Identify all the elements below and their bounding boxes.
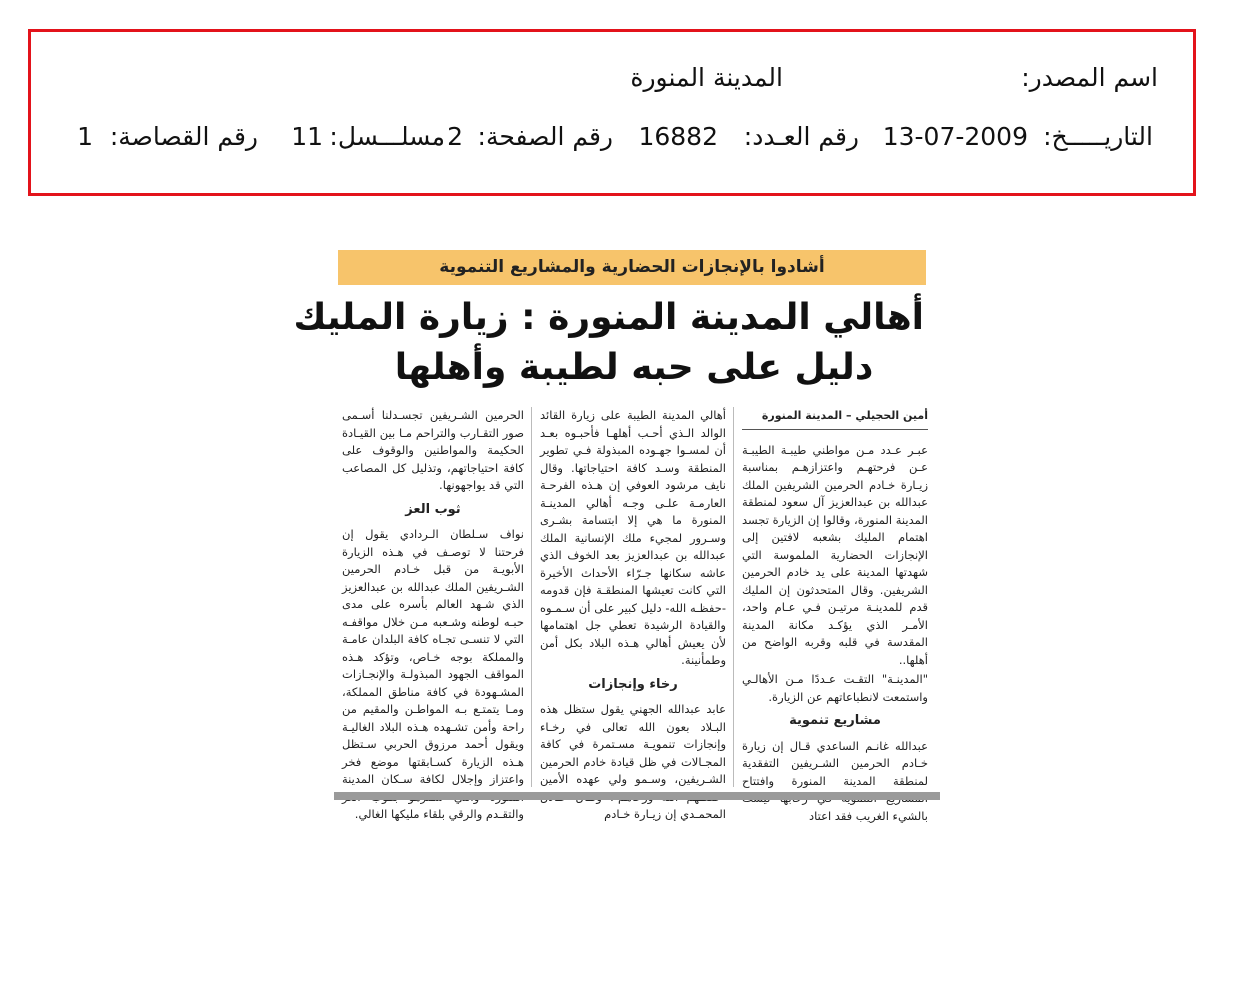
article-column-3 — [342, 407, 524, 826]
column-2-paragraph: أهالي المدينة الطيبة على زيارة القائد الوالد الـذي أحـب أهلهـا فأحبـوه بعـد أن لمسـوا جهـوده المبذولة فـي تطوير المنطقة وسـد كافة احتياجاتها. وقال نايف مرشود العوفي إن هـذه الفرحـة العارمـة علـى وجـه أهالي المدينـة المنورة ما هي إلا ابتسامة بشـرى وسـرور لمجيء ملك الإنسانية الملك عبدالله بن عبدالعزيز بعد الخوف الذي عاشه سكانها جـرّاء الأحداث الأخيرة التي كانت تعيشها المنطقـة فإن قدومه -حفظـه الله- دليل كبير على أن سـمـوه والقيادة الرشيدة تعطي جل اهتمامها لأن يعيش أهالي هـذه البلاد بكل أمن وطمأنينة. — [540, 408, 726, 667]
subheading: مشاريع تنموية — [789, 713, 881, 728]
source-label: اسم المصدر: — [1021, 63, 1158, 92]
serial-value: 11 — [291, 122, 323, 151]
column-divider — [733, 407, 734, 787]
column-2-paragraph: عابد عبدالله الجهني يقول ستظل هذه البـلاد بعون الله تعالى في رخـاء وإنجازات تنمويـة مسـتمرة في كافة المجـالات في ظل قيادة خادم الحرمين الشـريفين، وسـمو ولي عهده الأمين المحمـدي إن زيـارة خـادم — [540, 702, 726, 821]
column-3-paragraph: نواف سـلطان الـردادي يقول إن فرحتنا لا توصـف في هـذه الزيارة الأبويـة من قبل خـادم الحرمين الشـريفين الملك عبدالله بن عبدالعزيز الذي شـهد العالم بأسره على مدى حبـه لوطنه وشـعبه مـن خلال مواقفـه التي لا تنسـى تجـاه كافة البلدان عامـة والمملكة بوجه خـاص، وتؤكد هـذه المواقف الجهود المبذولـة والإنجـازات المشـهودة في كافة مناطق المملكة، ومـا يتمتـع بـه المواطـن والمقيم من راحة وأمن تشـهده هـذه البلاد الغاليـة ويقول أحمد مرزوق الحربي سـتظل هـذه الزيارة كسـابقتها موضع فخر واعتزاز وإجلال لكافة سـكان المدينة والتقـدم والرقي بلقاء مليكها الغالي. — [342, 527, 524, 821]
article-column-2 — [540, 407, 726, 826]
document-metadata-box — [28, 29, 1196, 196]
clipping-bottom-bar — [334, 792, 940, 800]
date-label: التاريـــــخ: — [1043, 122, 1153, 151]
article-column-1 — [742, 407, 928, 827]
newspaper-clipping — [293, 247, 940, 823]
issue-value: 16882 — [638, 122, 718, 151]
subheading: رخاء وإنجازات — [588, 676, 678, 692]
article-kicker: أشادوا بالإنجازات الحضارية والمشاريع التنموية — [338, 250, 926, 285]
clip-value: 1 — [77, 122, 93, 151]
column-1-paragraph: عبـر عـدد مـن مواطني طيبـة الطيبـة عـن فرحتهـم واعتزازهـم بمناسبة زيـارة خـادم الحرمين الشريفين الملك عبدالله بن عبدالعزيز آل سعود لمنطقة المدينة المنورة، وقالوا إن الزيارة تجسد اهتمام المليك بشعبه لافتين إلى الإنجازات الحضارية الملموسة التي شهدتها المدينة على يد خادم الحرمين الشريفين. وقال المتحدثون إن المليك قدم للمدينـة مرتيـن فـي عـام واحد، الأمـر الذي يؤكـد مكانة المدينة المقدسة في قلبه وقربه الواضح من أهلها.. — [742, 442, 928, 667]
headline-line-2: دليل على حبه لطيبة وأهلها — [394, 347, 874, 388]
page-value: 2 — [447, 122, 463, 151]
issue-label: رقم العـدد: — [743, 122, 859, 151]
date-value: 13-07-2009 — [882, 122, 1028, 151]
serial-label: مسلـــسل: — [329, 122, 445, 151]
column-3-paragraph: الحرمين الشـريفين تجسـدلنا أسـمى صور التقـارب والتراحم مـا بين القيـادة الحكيمة والمواطنين والوقوف على كافة احتياجاتهم، وتذليل كل المصاعب التي قد يواجهونها. — [342, 408, 524, 492]
page-label: رقم الصفحة: — [477, 122, 613, 151]
subheading: ثوب العز — [405, 501, 461, 517]
byline: أمين الحجيلي – المدينة المنورة — [742, 407, 928, 430]
clip-label: رقم القصاصة: — [109, 122, 258, 151]
column-1-paragraph: "المدينـة" التقـت عـددًا مـن الأهالـي واستمعت لانطباعاتهم عن الزيارة. — [742, 672, 928, 704]
headline-line-1: أهالي المدينة المنورة : زيارة المليك — [293, 297, 924, 338]
column-1-paragraph: عبدالله غانـم الساعدي قـال إن زيارة خـادم الحرمين الشـريفين التفقدية لمنطقة المدينة المنورة وافتتاح بالشيء الغريب فقد اعتاد — [742, 738, 928, 823]
source-value: المدينة المنورة — [630, 63, 783, 92]
column-divider — [531, 407, 532, 787]
